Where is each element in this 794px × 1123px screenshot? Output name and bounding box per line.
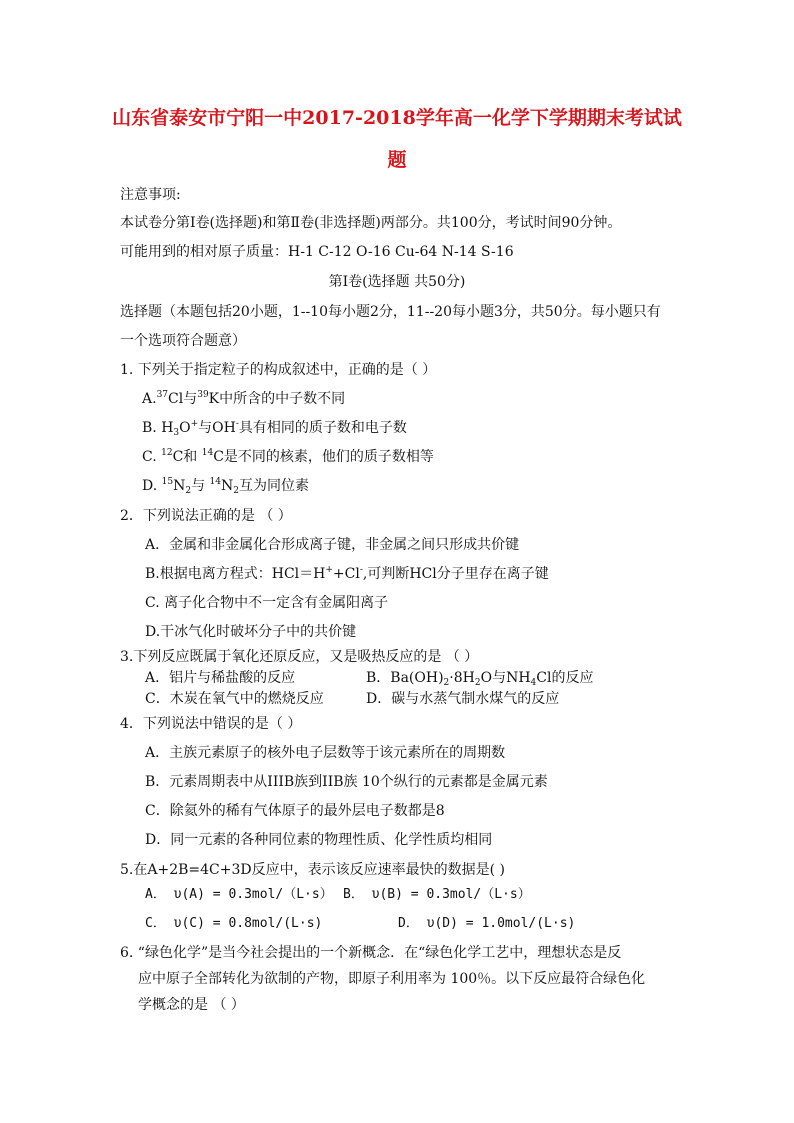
question-5-option-a: A． υ(A) = 0.3mol/（L·s）	[145, 887, 333, 902]
question-1-option-d: D. $^{15}N_2$与 $^{14}N_2$互为同位素	[142, 477, 309, 496]
question-6-line3: 学概念的是 （ ）	[138, 997, 245, 1013]
question-3-option-c: C．木炭在氧气中的燃烧反应	[145, 691, 324, 707]
question-5-option-c: C． υ(C) = 0.8mol/(L·s)	[145, 916, 323, 931]
question-2-stem: 2．下列说法正确的是 （ ）	[120, 508, 292, 524]
question-5-option-b: B． υ(B) = 0.3mol/（L·s）	[343, 887, 531, 902]
question-1-option-b: B. $H_3O^+$与OH-具有相同的质子数和电子数	[142, 419, 407, 438]
question-4-option-b: B．元素周期表中从IIIB族到IIB族 10个纵行的元素都是金属元素	[145, 774, 548, 790]
question-5-stem: 5.在A+2B=4C+3D反应中，表示该反应速率最快的数据是( )	[120, 862, 505, 878]
question-5-option-d: D． υ(D) = 1.0mol/(L·s)	[398, 916, 576, 931]
question-6-line2: 应中原子全部转化为欲制的产物，即原子利用率为 100％。以下反应最符合绿色化	[138, 971, 646, 987]
question-3-stem: 3.下列反应既属于氧化还原反应，又是吸热反应的是 （ ）	[120, 649, 479, 665]
question-2-option-c: C. 离子化合物中不一定含有金属阳离子	[145, 595, 389, 611]
notice-line-atomic-mass: 可能用到的相对原子质量：H-1 C-12 O-16 Cu-64 N-14 S-16	[120, 244, 514, 260]
question-6-line1: 6. “绿色化学”是当今社会提出的一个新概念．在“绿色化学工艺中，理想状态是反	[120, 945, 622, 961]
question-3-option-b: B．$Ba(OH)_2\cdot 8H_2O$与$NH_4Cl$的反应	[366, 670, 594, 688]
question-2-option-a: A．金属和非金属化合形成离子键，非金属之间只形成共价键	[145, 537, 520, 553]
document-title-line1: 山东省泰安市宁阳一中2017-2018学年高一化学下学期期末考试试	[112, 107, 682, 129]
notice-line-exam-info: 本试卷分第Ⅰ卷(选择题)和第Ⅱ卷(非选择题)两部分。共100分，考试时间90分钟。	[120, 215, 622, 231]
question-3-option-d: D．碳与水蒸气制水煤气的反应	[366, 691, 560, 707]
question-4-option-a: A．主族元素原子的核外电子层数等于该元素所在的周期数	[145, 745, 506, 761]
document-title-line2: 题	[387, 149, 407, 171]
question-1-stem: 1. 下列关于指定粒子的构成叙述中，正确的是（ ）	[120, 362, 437, 378]
notice-heading: 注意事项:	[120, 187, 181, 203]
section1-heading: 第Ⅰ卷(选择题 共50分)	[328, 274, 466, 290]
question-2-option-b: B.根据电离方程式：HCl＝H++Cl-,可判断HCl分子里存在离子键	[145, 565, 549, 582]
question-4-option-c: C．除氦外的稀有气体原子的最外层电子数都是8	[145, 803, 445, 819]
question-4-option-d: D．同一元素的各种同位素的物理性质、化学性质均相同	[145, 832, 493, 848]
question-3-option-a: A．铝片与稀盐酸的反应	[145, 670, 296, 686]
question-1-option-c: C. $^{12}$C和 $^{14}$C是不同的核素，他们的质子数相等	[142, 448, 434, 465]
question-4-stem: 4．下列说法中错误的是（ ）	[120, 716, 302, 732]
question-2-option-d: D.干冰气化时破坏分子中的共价键	[145, 624, 357, 640]
section1-intro-line1: 选择题（本题包括20小题，1--10每小题2分，11--20每小题3分，共50分。每小题只有	[120, 304, 661, 320]
question-1-option-a: A.$^{37}$Cl与$^{39}$K中所含的中子数不同	[142, 390, 346, 407]
section1-intro-line2: 一个选项符合题意）	[120, 333, 246, 349]
